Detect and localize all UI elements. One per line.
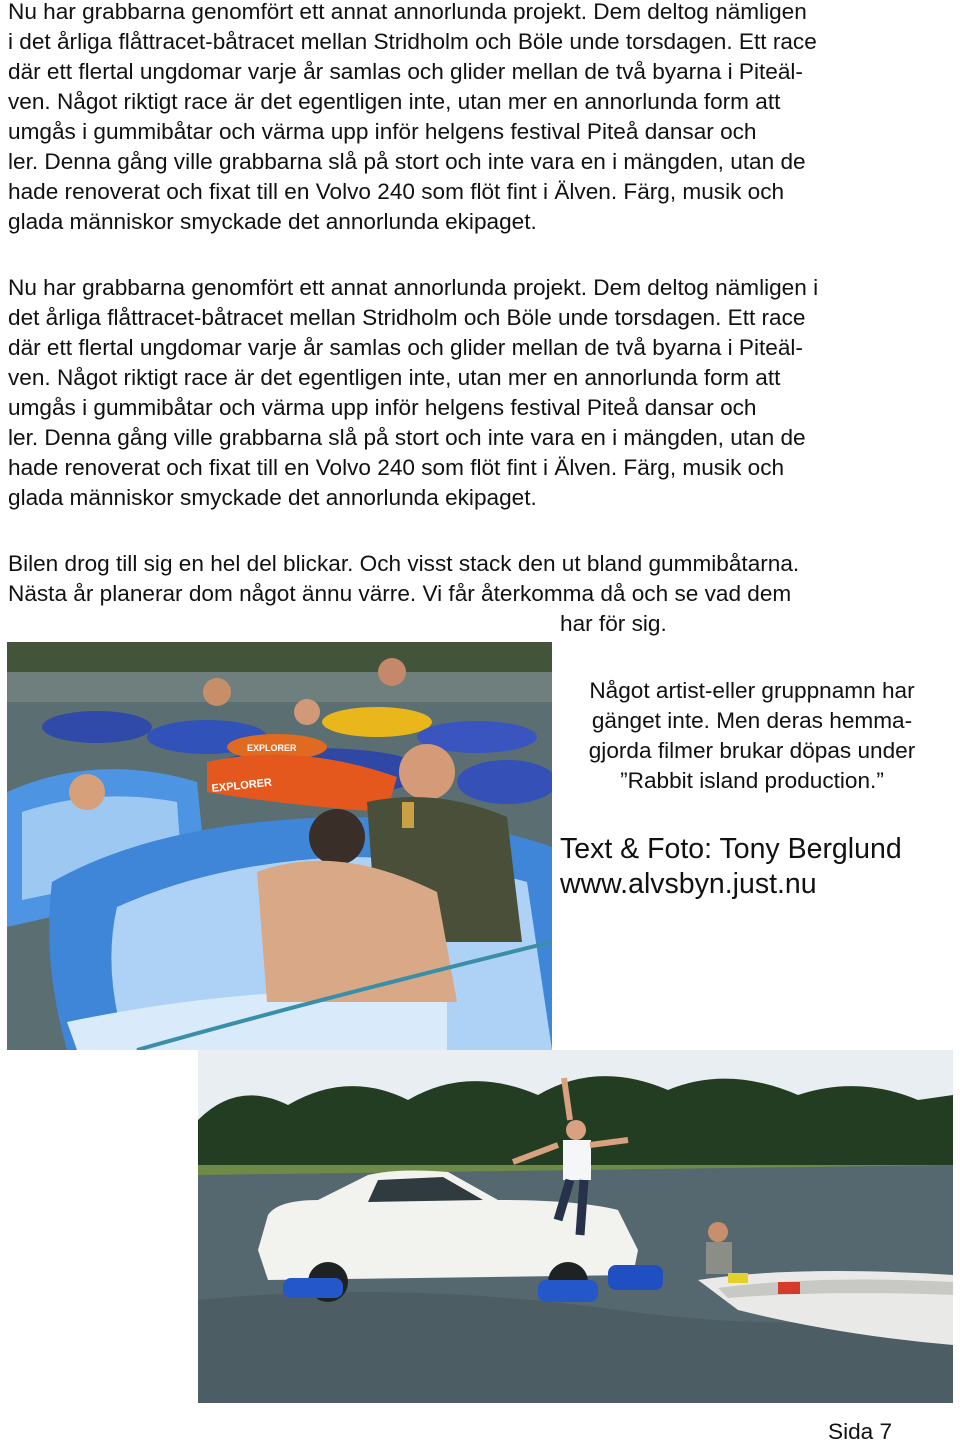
credit-url: www.alvsbyn.just.nu xyxy=(560,868,817,900)
article-paragraph-3 xyxy=(8,549,943,639)
article-paragraph-1: Nu har grabbarna genomfört ett annat annorlunda projekt. Dem deltog nämligen i det årliga flåttracet-båtracet mellan Stridholm och Böle unde torsdagen. Ett race där ett flertal ungdomar varje år samlas och glider mellan de två byarna i Piteäl- ven. Något riktigt race är det egentligen inte, utan mer en annorlunda form att umgås i gummibåtar och värma upp inför helgens festival Piteå dansar och ler. Denna gång ville grabbarna slå på stort och inte vara en i mängden, utan de hade renoverat och fixat till en Volvo 240 som flöt fint i Älven. Färg, musik och glada människor smyckade det annorlunda ekipaget. xyxy=(8,0,817,234)
raft-label-2: EXPLORER xyxy=(211,776,273,795)
photo-floating-volvo xyxy=(198,1050,953,1403)
article-paragraph-3-end: har för sig. xyxy=(560,611,667,636)
article-paragraph-2: Nu har grabbarna genomfört ett annat annorlunda projekt. Dem deltog nämligen i det årliga flåttracet-båtracet mellan Stridholm och Böle unde torsdagen. Ett race där ett flertal ungdomar varje år samlas och glider mellan de två byarna i Piteäl- ven. Något riktigt race är det egentligen inte, utan mer en annorlunda form att umgås i gummibåtar och värma upp inför helgens festival Piteå dansar och ler. Denna gång ville grabbarna slå på stort och inte vara en i mängden, utan de hade renoverat och fixat till en Volvo 240 som flöt fint i Älven. Färg, musik och glada människor smyckade det annorlunda ekipaget. xyxy=(8,275,819,510)
raft-label-1: EXPLORER xyxy=(247,743,297,753)
page-number: Sida 7 xyxy=(828,1419,893,1444)
photo-credit xyxy=(560,832,955,902)
article-paragraph-3-body: Bilen drog till sig en hel del blickar. Och visst stack den ut bland gummibåtarna. Nästa år planerar dom något ännu värre. Vi får återkomma då och se vad dem xyxy=(8,551,800,606)
credit-author: Text & Foto: Tony Berglund xyxy=(560,833,902,865)
photo-rafting-crowd xyxy=(7,642,552,1050)
photo-caption: Något artist-eller gruppnamn har gänget inte. Men deras hemma- gjorda filmer brukar döpas under ”Rabbit island production.” xyxy=(588,678,916,793)
